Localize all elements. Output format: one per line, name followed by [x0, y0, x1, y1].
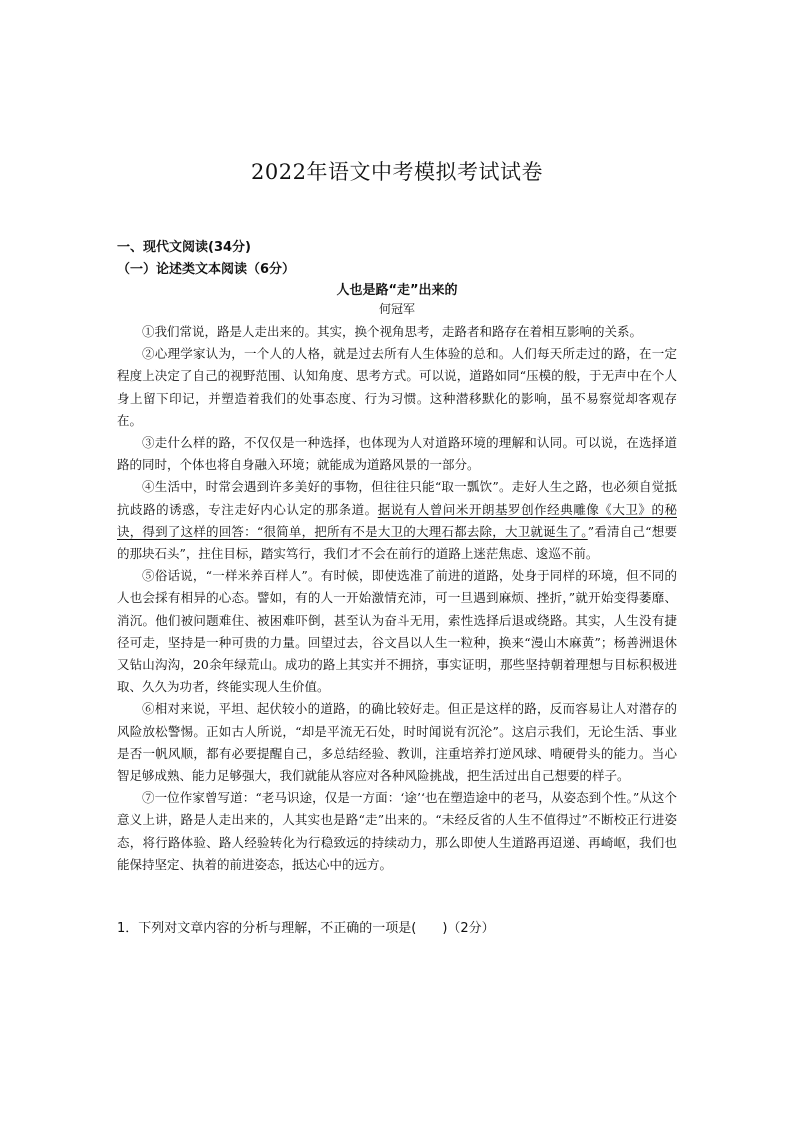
paragraph-1: ①我们常说，路是人走出来的。其实，换个视角思考，走路者和路存在着相互影响的关系。: [142, 324, 643, 339]
paragraph-2: ②心理学家认为，一个人的人格，就是过去所有人生体验的总和。人们每天所走过的路，在一定程度上决定了自己的视野范围、认知角度、思考方式。可以说，道路如同“压模的般，于无声中在个人身上留下印记，并塑造着我们的处事态度、行为习惯。这种潜移默化的影响，虽不易察觉却客观存在。: [117, 346, 677, 428]
paragraph-7: ⑦一位作家曾写道：“老马识途，仅是一方面：‘途’‘也在塑造途中的老马，从姿态到个性。”从这个意义上讲，路是人走出来的，人其实也是路“走”出来的。“未经反省的人生不值得过”不断校正行进姿态，将行路体验、路人经验转化为行稳致远的持续动力，那么即使人生道路再迢递、再崎岖，我们也能保持坚定、执着的前进姿态，抵达心中的远方。: [117, 790, 677, 872]
question-1: 1．下列对文章内容的分析与理解，不正确的一项是( )（2分）: [117, 921, 495, 936]
section-heading-reading: 一、现代文阅读(34分): [117, 240, 251, 255]
paragraph-4-underlined-quote: 据说有人曾问米开朗基罗创作经典雕像《大卫》的秘诀，得到了这样的回答：“很简单，把所有不是大卫的大理石都去除，大卫就诞生了。: [117, 501, 677, 539]
paragraph-3: ③走什么样的路，不仅仅是一种选择，也体现为人对道路环境的理解和认同。可以说，在选择道路的同时，个体也将自身融入环境；就能成为道路风景的一部分。: [117, 435, 677, 473]
article-body: [117, 321, 677, 876]
exam-title: 2022年语文中考模拟考试试卷: [251, 160, 543, 184]
paragraph-4-intro: ④生活中，时常会遇到许多美好的事物，但往往只能“取一瓢饮”。走好人生之路，也必须自觉抵抗歧路的诱惑，专注走好内心认定的那条道。: [117, 479, 677, 517]
paragraph-4-conclusion: ”看清自己“想要的那块石头”，拄住目标，踏实笃行，我们才不会在前行的道路上迷茫焦虑、逡巡不前。: [117, 523, 677, 562]
paragraph-6: ⑥相对来说，平坦、起伏较小的道路，的确比较好走。但正是这样的路，反而容易让人对潜存的风险放松警惕。正如古人所说，“却是平流无石处，时时闻说有沉沦”。这启示我们，无论生活、事业是否一帆风顺，都有必要提醒自己，多总结经验、教训，注重培养打逆风球、啃硬骨头的能力。当心智足够成熟、能力足够强大，我们就能从容应对各种风险挑战，把生活过出自己想要的样子。: [117, 701, 677, 784]
paragraph-4: [117, 476, 677, 565]
article-title: 人也是路“走”出来的: [336, 283, 458, 298]
paragraph-5: ⑤俗话说，“一样米养百样人”。有时候，即使选准了前进的道路，处身于同样的环境，但不同的人也会採有相异的心态。譬如，有的人一开始激情充沛，可一旦遇到麻烦、挫折，”就开始变得萎靡、消沉。他们被问题难住、被困难吓倒，甚至认为奋斗无用，索性选择后退或绕路。其实，人生没有捷径可走，坚持是一种可贵的力量。回望过去，谷文昌以人生一粒种，换来“漫山木麻黄”；杨善洲退休又钻山沟沟，20余年绿荒山。成功的路上其实并不拥挤，事实证明，那些坚持朝着理想与目标积极进取、久久为功者，终能实现人生价值。: [117, 568, 677, 695]
article-author: 何冠军: [378, 302, 415, 316]
section-heading-argumentative: （一）论述类文本阅读（6分）: [117, 262, 296, 277]
